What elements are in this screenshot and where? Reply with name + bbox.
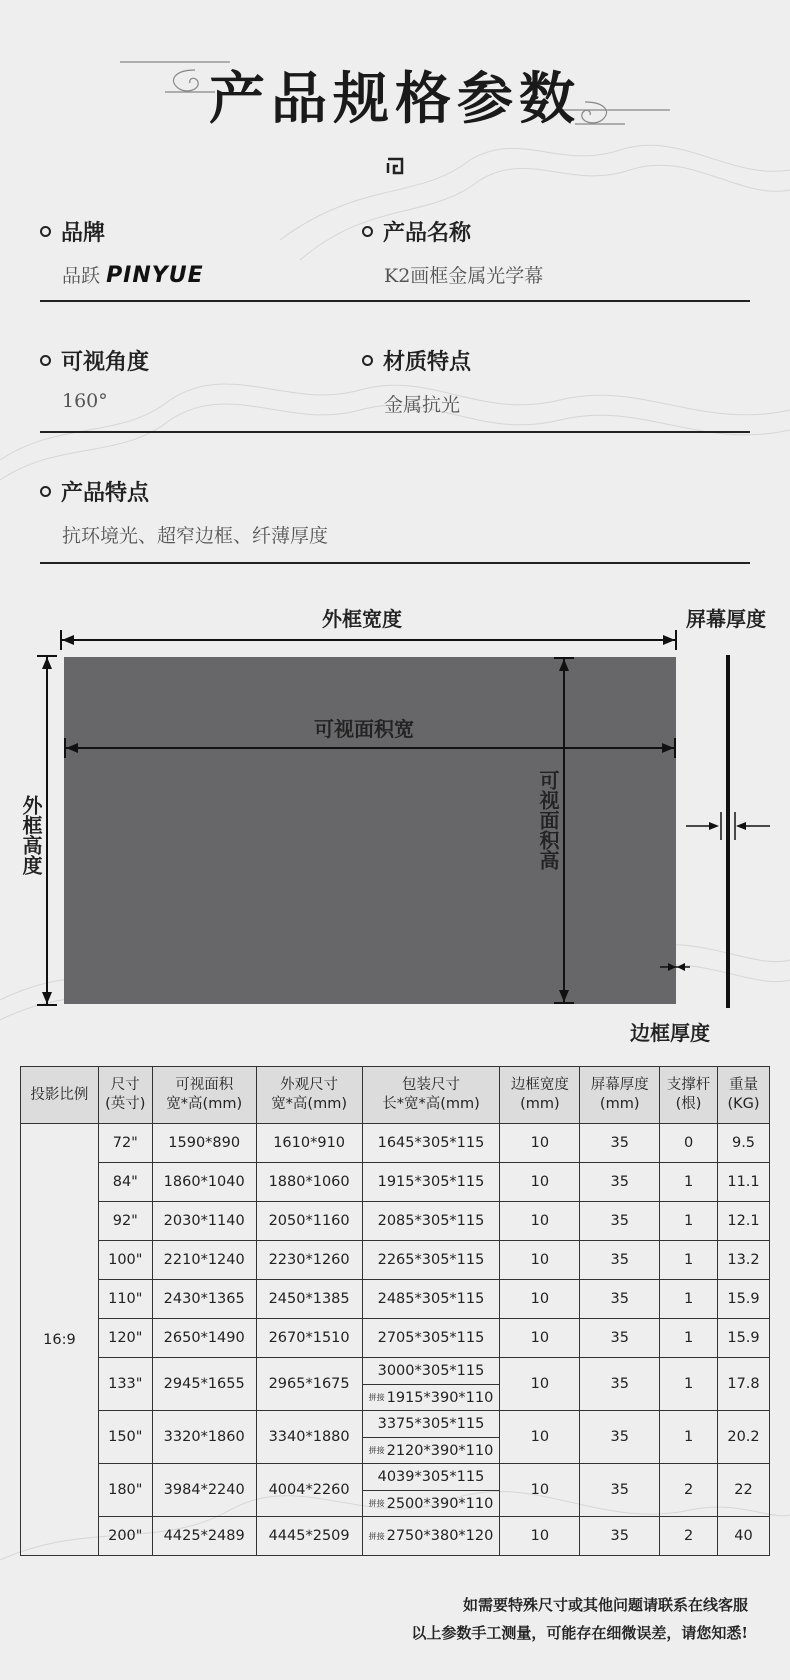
header-text: 包装尺寸: [402, 1077, 460, 1093]
table-body: [21, 1124, 770, 1556]
label-frame-thickness: 边框厚度: [630, 1021, 710, 1045]
cell-visible-area: 2210*1240: [152, 1241, 256, 1280]
header-text: (英寸): [105, 1096, 146, 1112]
cell-poles: 1: [660, 1358, 718, 1411]
cell-size: 150": [98, 1411, 152, 1464]
cell-screen-thickness: 35: [580, 1280, 660, 1319]
cell-outer-size: 4445*2509: [256, 1517, 362, 1556]
header-text: 宽*高(mm): [166, 1096, 243, 1112]
cell-package-size: 拼接 2750*380*120: [362, 1517, 500, 1556]
cell-frame-width: 10: [500, 1163, 580, 1202]
table-header-cell: [660, 1067, 718, 1124]
table-row: [21, 1464, 770, 1517]
spec-features-value: 抗环境光、超窄边框、纤薄厚度: [62, 525, 329, 547]
note-contact: 如需要特殊尺寸或其他问题请联系在线客服: [462, 1596, 748, 1614]
cell-weight: 13.2: [718, 1241, 770, 1280]
cell-visible-area: 2945*1655: [152, 1358, 256, 1411]
table-header-cell: [580, 1067, 660, 1124]
header-text: (KG): [727, 1096, 760, 1112]
cell-frame-width: 10: [500, 1124, 580, 1163]
header-text: 可视面积: [175, 1077, 234, 1093]
package-line-splice: 拼接 2120*390*110: [363, 1437, 500, 1463]
package-line: 4039*305*115: [377, 1469, 485, 1485]
cell-visible-area: 4425*2489: [152, 1517, 256, 1556]
table-row: [21, 1202, 770, 1241]
cell-visible-area: 2430*1365: [152, 1280, 256, 1319]
cell-outer-size: 1610*910: [256, 1124, 362, 1163]
cell-screen-thickness: 35: [580, 1124, 660, 1163]
table-header-cell: [362, 1067, 500, 1124]
cell-package-size: [362, 1358, 500, 1411]
cell-frame-width: 10: [500, 1464, 580, 1517]
cell-size: 200": [98, 1517, 152, 1556]
cell-screen-thickness: 35: [580, 1163, 660, 1202]
cell-weight: 22: [718, 1464, 770, 1517]
spec-material-value: 金属抗光: [384, 394, 461, 416]
header-text: (mm): [520, 1096, 560, 1112]
cell-package-size: 2265*305*115: [362, 1241, 500, 1280]
cell-frame-width: 10: [500, 1358, 580, 1411]
cell-frame-width: 10: [500, 1411, 580, 1464]
table-header-cell: [718, 1067, 770, 1124]
cell-screen-thickness: 35: [580, 1358, 660, 1411]
splice-label: 拼接: [368, 1393, 385, 1402]
cell-outer-size: 3340*1880: [256, 1411, 362, 1464]
cell-weight: 11.1: [718, 1163, 770, 1202]
cell-size: 110": [98, 1280, 152, 1319]
cell-size: 100": [98, 1241, 152, 1280]
cell-frame-width: 10: [500, 1280, 580, 1319]
cell-outer-size: 2230*1260: [256, 1241, 362, 1280]
splice-label: 拼接: [368, 1499, 385, 1508]
splice-label: 拼接: [368, 1446, 385, 1455]
header-text: (根): [675, 1096, 702, 1112]
cell-visible-area: 2030*1140: [152, 1202, 256, 1241]
spec-table: [20, 1066, 770, 1556]
cell-outer-size: 1880*1060: [256, 1163, 362, 1202]
cell-poles: 1: [660, 1163, 718, 1202]
table-row: [21, 1319, 770, 1358]
table-header-cell: [21, 1067, 99, 1124]
cell-package-size: 1645*305*115: [362, 1124, 500, 1163]
cell-frame-width: 10: [500, 1202, 580, 1241]
cell-outer-size: 2965*1675: [256, 1358, 362, 1411]
cell-visible-area: 1860*1040: [152, 1163, 256, 1202]
cell-frame-width: 10: [500, 1241, 580, 1280]
cell-frame-width: 10: [500, 1319, 580, 1358]
cell-poles: 1: [660, 1202, 718, 1241]
table-header-cell: [500, 1067, 580, 1124]
cell-weight: 15.9: [718, 1280, 770, 1319]
splice-label: 拼接: [368, 1531, 385, 1541]
cell-size: 72": [98, 1124, 152, 1163]
package-line: 3000*305*115: [377, 1363, 485, 1379]
cell-poles: 1: [660, 1411, 718, 1464]
cell-weight: 15.9: [718, 1319, 770, 1358]
cell-outer-size: 4004*2260: [256, 1464, 362, 1517]
package-line: 3375*305*115: [377, 1416, 485, 1432]
cell-screen-thickness: 35: [580, 1319, 660, 1358]
header-text: 尺寸: [110, 1077, 140, 1093]
label-outer-width: 外框宽度: [322, 607, 402, 631]
cell-size: 133": [98, 1358, 152, 1411]
header-text: (mm): [599, 1096, 640, 1112]
cell-outer-size: 2670*1510: [256, 1319, 362, 1358]
cell-size: 92": [98, 1202, 152, 1241]
header-text: 外观尺寸: [280, 1077, 339, 1093]
table-row: [21, 1358, 770, 1411]
package-line-splice: 拼接 1915*390*110: [363, 1384, 500, 1410]
table-row: [21, 1517, 770, 1556]
spec-angle-label: 可视角度: [61, 349, 150, 375]
cell-package-size: [362, 1411, 500, 1464]
cell-poles: 2: [660, 1517, 718, 1556]
cell-outer-size: 2450*1385: [256, 1280, 362, 1319]
cell-package-size: 2705*305*115: [362, 1319, 500, 1358]
cell-weight: 20.2: [718, 1411, 770, 1464]
table-header-cell: [256, 1067, 362, 1124]
cell-visible-area: 2650*1490: [152, 1319, 256, 1358]
header-text: 投影比例: [30, 1086, 89, 1103]
cell-screen-thickness: 35: [580, 1411, 660, 1464]
brand-logo: PINYUE: [106, 263, 204, 288]
spec-features-label: 产品特点: [61, 480, 150, 506]
cell-poles: 1: [660, 1280, 718, 1319]
cell-poles: 2: [660, 1464, 718, 1517]
table-header: [21, 1067, 770, 1124]
cell-weight: 40: [718, 1517, 770, 1556]
cell-weight: 9.5: [718, 1124, 770, 1163]
header-text: 长*宽*高(mm): [382, 1096, 480, 1112]
header-text: 支撑杆: [666, 1077, 711, 1093]
table-header-cell: [152, 1067, 256, 1124]
label-outer-height: 外框高度: [19, 795, 43, 875]
cell-package-size: 2085*305*115: [362, 1202, 500, 1241]
cell-screen-thickness: 35: [580, 1517, 660, 1556]
spec-name-value: K2画框金属光学幕: [384, 265, 544, 287]
spec-material-label: 材质特点: [383, 349, 472, 375]
cell-visible-area: 3984*2240: [152, 1464, 256, 1517]
cell-visible-area: 3320*1860: [152, 1411, 256, 1464]
cell-size: 120": [98, 1319, 152, 1358]
cell-package-size: 1915*305*115: [362, 1163, 500, 1202]
table-row: [21, 1163, 770, 1202]
spec-brand-label: 品牌: [61, 220, 106, 246]
cell-poles: 1: [660, 1319, 718, 1358]
cell-ratio: 16:9: [21, 1124, 99, 1556]
cell-size: 180": [98, 1464, 152, 1517]
cell-screen-thickness: 35: [580, 1202, 660, 1241]
spec-angle-value: 160°: [62, 390, 108, 412]
table-row: [21, 1241, 770, 1280]
cell-poles: 1: [660, 1241, 718, 1280]
note-disclaimer: 以上参数手工测量，可能存在细微误差，请您知悉!: [411, 1624, 748, 1642]
cell-visible-area: 1590*890: [152, 1124, 256, 1163]
cell-size: 84": [98, 1163, 152, 1202]
spec-name-label: 产品名称: [383, 220, 472, 246]
cell-package-size: 2485*305*115: [362, 1280, 500, 1319]
page-title: 产品规格参数: [209, 66, 581, 132]
cell-outer-size: 2050*1160: [256, 1202, 362, 1241]
cell-frame-width: 10: [500, 1517, 580, 1556]
table-row: [21, 1280, 770, 1319]
header-text: 屏幕厚度: [590, 1077, 649, 1093]
label-visible-width: 可视面积宽: [314, 717, 414, 741]
cell-package-size: [362, 1464, 500, 1517]
header-text: 边框宽度: [510, 1077, 569, 1093]
table-row: [21, 1411, 770, 1464]
label-screen-thickness: 屏幕厚度: [686, 607, 766, 631]
header-text: 宽*高(mm): [271, 1096, 348, 1112]
cell-poles: 0: [660, 1124, 718, 1163]
cell-weight: 17.8: [718, 1358, 770, 1411]
header-text: 重量: [729, 1077, 758, 1093]
cell-weight: 12.1: [718, 1202, 770, 1241]
cell-screen-thickness: 35: [580, 1464, 660, 1517]
table-header-cell: [98, 1067, 152, 1124]
package-line-splice: 拼接 2500*390*110: [363, 1490, 500, 1516]
label-visible-height: 可视面积高: [536, 770, 560, 870]
table-row: [21, 1124, 770, 1163]
cell-screen-thickness: 35: [580, 1241, 660, 1280]
spec-brand-value: 品跃: [62, 265, 101, 287]
